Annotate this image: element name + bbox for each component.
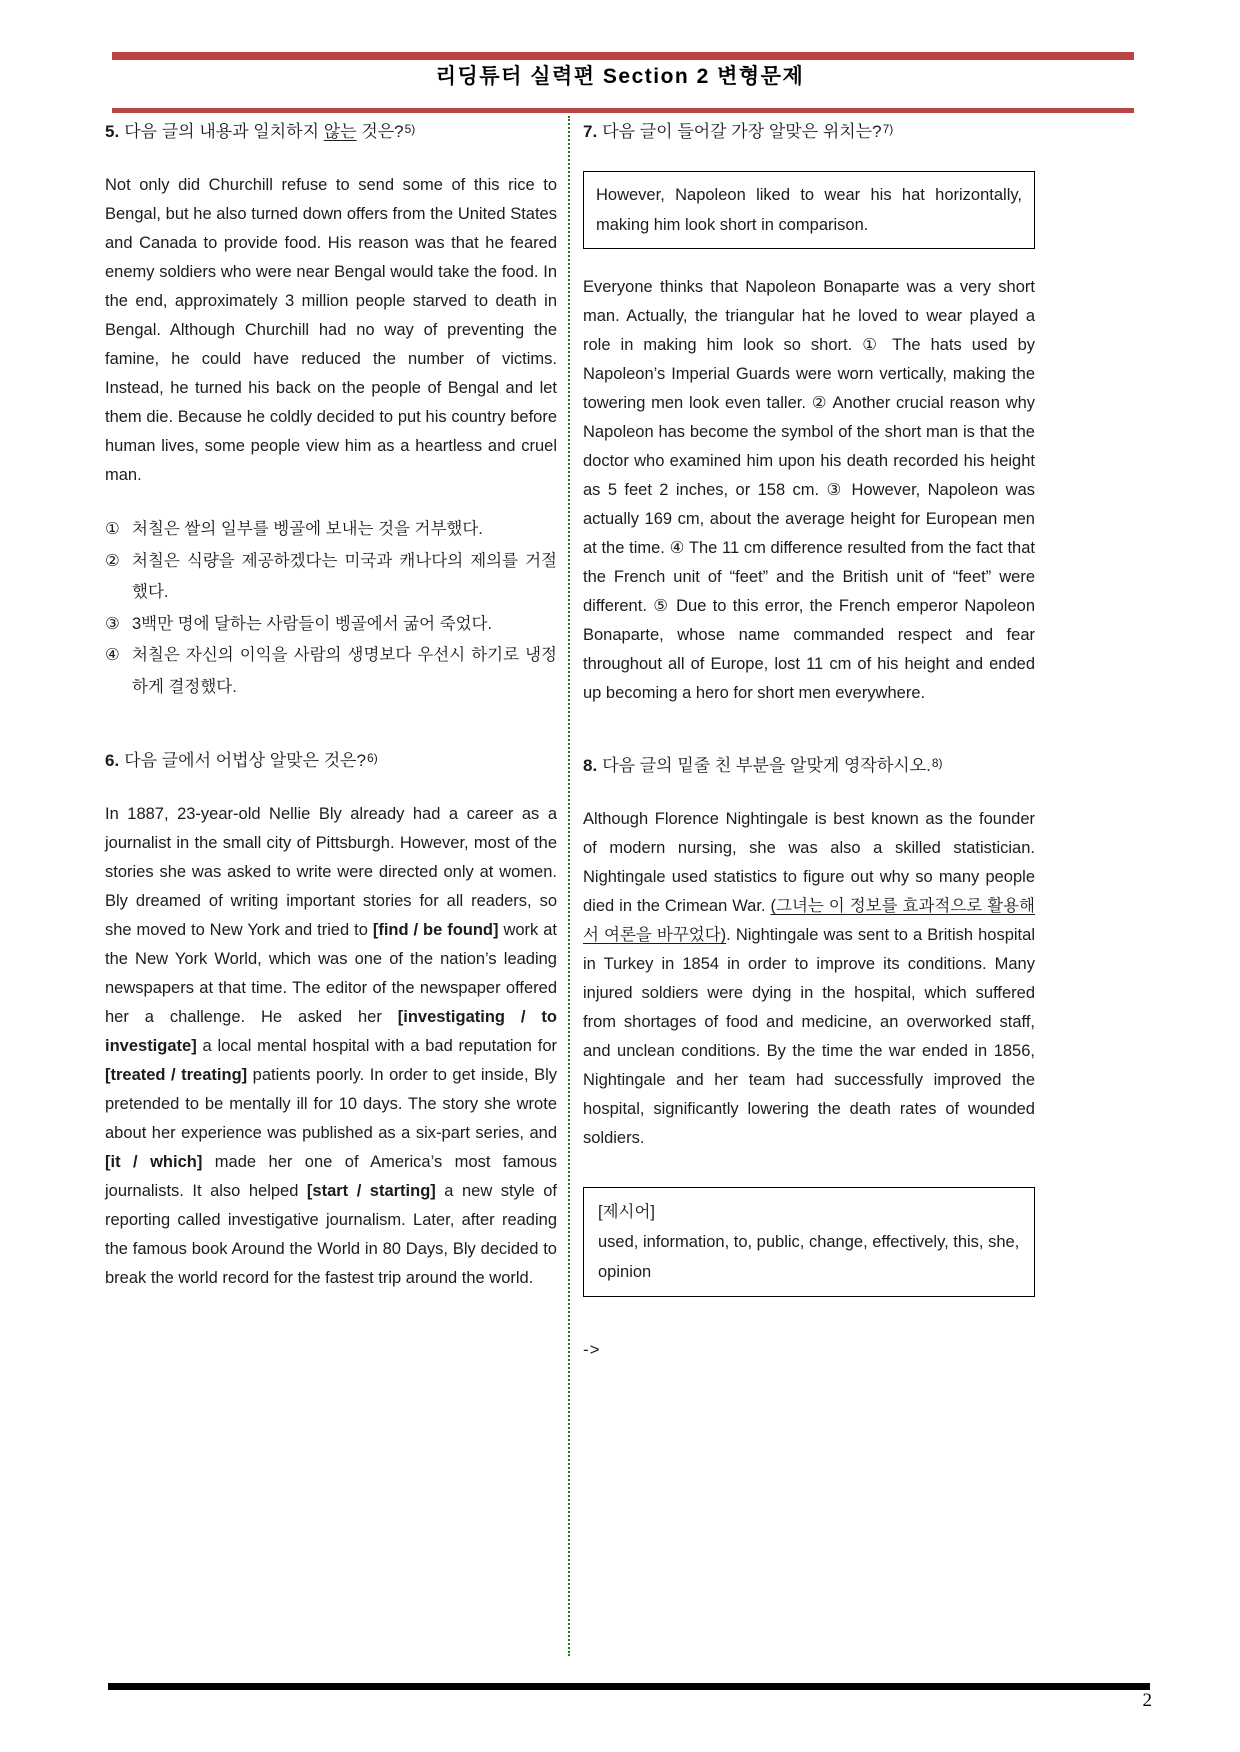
- option-3-circled-number: ③: [105, 614, 120, 633]
- left-column: [105, 118, 557, 1293]
- question-8-prompt: 다음 글의 밑줄 친 부분을 알맞게 영작하시오.: [602, 756, 931, 775]
- question-8-keywords-box: [583, 1187, 1035, 1297]
- question-6-number: 6.: [105, 751, 120, 770]
- answer-option-3: [105, 609, 557, 641]
- question-8-heading: [583, 752, 1035, 781]
- option-2-text: 처칠은 식량을 제공하겠다는 미국과 캐나다의 제의를 거절했다.: [132, 551, 557, 601]
- question-7-number: 7.: [583, 122, 598, 141]
- question-7-prompt: 다음 글이 들어갈 가장 알맞은 위치는?: [602, 122, 882, 141]
- option-1-text: 처칠은 쌀의 일부를 벵골에 보내는 것을 거부했다.: [132, 520, 483, 538]
- question-6-heading: [105, 747, 557, 776]
- option-3-text: 3백만 명에 달하는 사람들이 벵골에서 굶어 죽었다.: [132, 614, 493, 633]
- question-6-prompt: 다음 글에서 어법상 알맞은 것은?: [124, 751, 367, 770]
- question-6-passage: In 1887, 23-year-old Nellie Bly already had a career as a journalist in the small city of Pittsburgh. However, most of the stories she was asked to write were directed only at women. Bly dreamed of writing important stories for all readers, so she moved to New York and tried to [find / be found] work at the New York World, which was one of the nation’s leading newspapers at that time. The editor of the newspaper offered her a challenge. He asked her [investigating / to investigate] a local mental hospital with a bad reputation for [treated / treating] patients poorly. In order to get inside, Bly pretended to be mentally ill for 10 days. The story she wrote about her experience was published as a six-part series, and [it / which] made her one of America’s most famous journalists. It also helped [start / starting] a new style of reporting called investigative journalism. Later, after reading the famous book Around the World in 80 Days, Bly decided to break the world record for the fastest trip around the world.: [105, 805, 558, 1287]
- question-5-footnote-marker: 5): [404, 122, 416, 136]
- question-5-options: [105, 514, 557, 703]
- question-8-passage: Although Florence Nightingale is best known as the founder of modern nursing, she was also a skilled statistician. Nightingale used statistics to figure out why so many people died in the Crimean War. (그녀는 이 정보를 효과적으로 활용해서 여론을 바꾸었다). Nightingale was sent to a British hospital in Turkey in 1854 in order to improve its conditions. Many injured soldiers were dying in the hospital, which suffered from shortages of food and medicine, an overworked staff, and unclean conditions. By the time the war ended in 1856, Nightingale and her team had successfully improved the hospital, significantly lowering the death rates of wounded soldiers.: [583, 810, 1035, 1147]
- answer-option-2: [105, 546, 557, 609]
- question-5-prompt: 다음 글의 내용과 일치하지 않는 것은?: [124, 122, 404, 141]
- header-rule-top: [112, 52, 1134, 60]
- right-column: [583, 118, 1035, 1364]
- keywords-box-words: used, information, to, public, change, effectively, this, she, opinion: [598, 1233, 1020, 1281]
- question-6-footnote-marker: 6): [367, 751, 378, 765]
- question-5-passage: Not only did Churchill refuse to send some of this rice to Bengal, but he also turned down offers from the United States and Canada to provide food. His reason was that he feared enemy soldiers who were near Bengal would take the food. In the end, approximately 3 million people starved to death in Bengal. Although Churchill had no way of preventing the famine, he could have reduced the number of victims. Instead, he turned his back on the people of Bengal and let them die. Because he coldly decided to put his country before human lives, some people view him as a heartless and cruel man.: [105, 176, 557, 484]
- option-2-circled-number: ②: [105, 551, 120, 570]
- option-1-circled-number: ①: [105, 520, 120, 538]
- question-7-insert-sentence-box: However, Napoleon liked to wear his hat horizontally, making him look short in comparison.: [583, 171, 1035, 249]
- option-4-text: 처칠은 자신의 이익을 사람의 생명보다 우선시 하기로 냉정하게 결정했다.: [132, 646, 557, 696]
- answer-arrow: ->: [583, 1340, 601, 1359]
- header-rule-bottom: [112, 108, 1134, 113]
- page-number: 2: [1142, 1690, 1152, 1711]
- question-5-number: 5.: [105, 122, 120, 141]
- document-title: 리딩튜터 실력편 Section 2 변형문제: [435, 65, 805, 88]
- footer-rule: [108, 1683, 1150, 1690]
- answer-option-4: [105, 640, 557, 703]
- keywords-box-label: [제시어]: [598, 1203, 655, 1221]
- answer-option-1: [105, 514, 557, 546]
- question-8-footnote-marker: 8): [931, 756, 943, 770]
- question-7-heading: [583, 118, 1035, 147]
- question-7-passage: Everyone thinks that Napoleon Bonaparte was a very short man. Actually, the triangular hat he loved to wear played a role in making him look so short. ① The hats used by Napoleon’s Imperial Guards were worn vertically, making the towering men look even taller. ② Another crucial reason why Napoleon has become the symbol of the short man is that the doctor who examined him upon his death recorded his height as 5 feet 2 inches, or 158 cm. ③ However, Napoleon was actually 169 cm, about the average height for European men at the time. ④ The 11 cm difference resulted from the fact that the French unit of “feet” and the British unit of “feet” were different. ⑤ Due to this error, the French emperor Napoleon Bonaparte, whose name commanded respect and fear throughout all of Europe, lost 11 cm of his height and ended up becoming a hero for short men everywhere.: [583, 278, 1035, 702]
- question-5-heading: [105, 118, 557, 147]
- column-divider: [568, 116, 570, 1656]
- question-8-number: 8.: [583, 756, 598, 775]
- question-7-footnote-marker: 7): [882, 122, 894, 136]
- option-4-circled-number: ④: [105, 646, 120, 664]
